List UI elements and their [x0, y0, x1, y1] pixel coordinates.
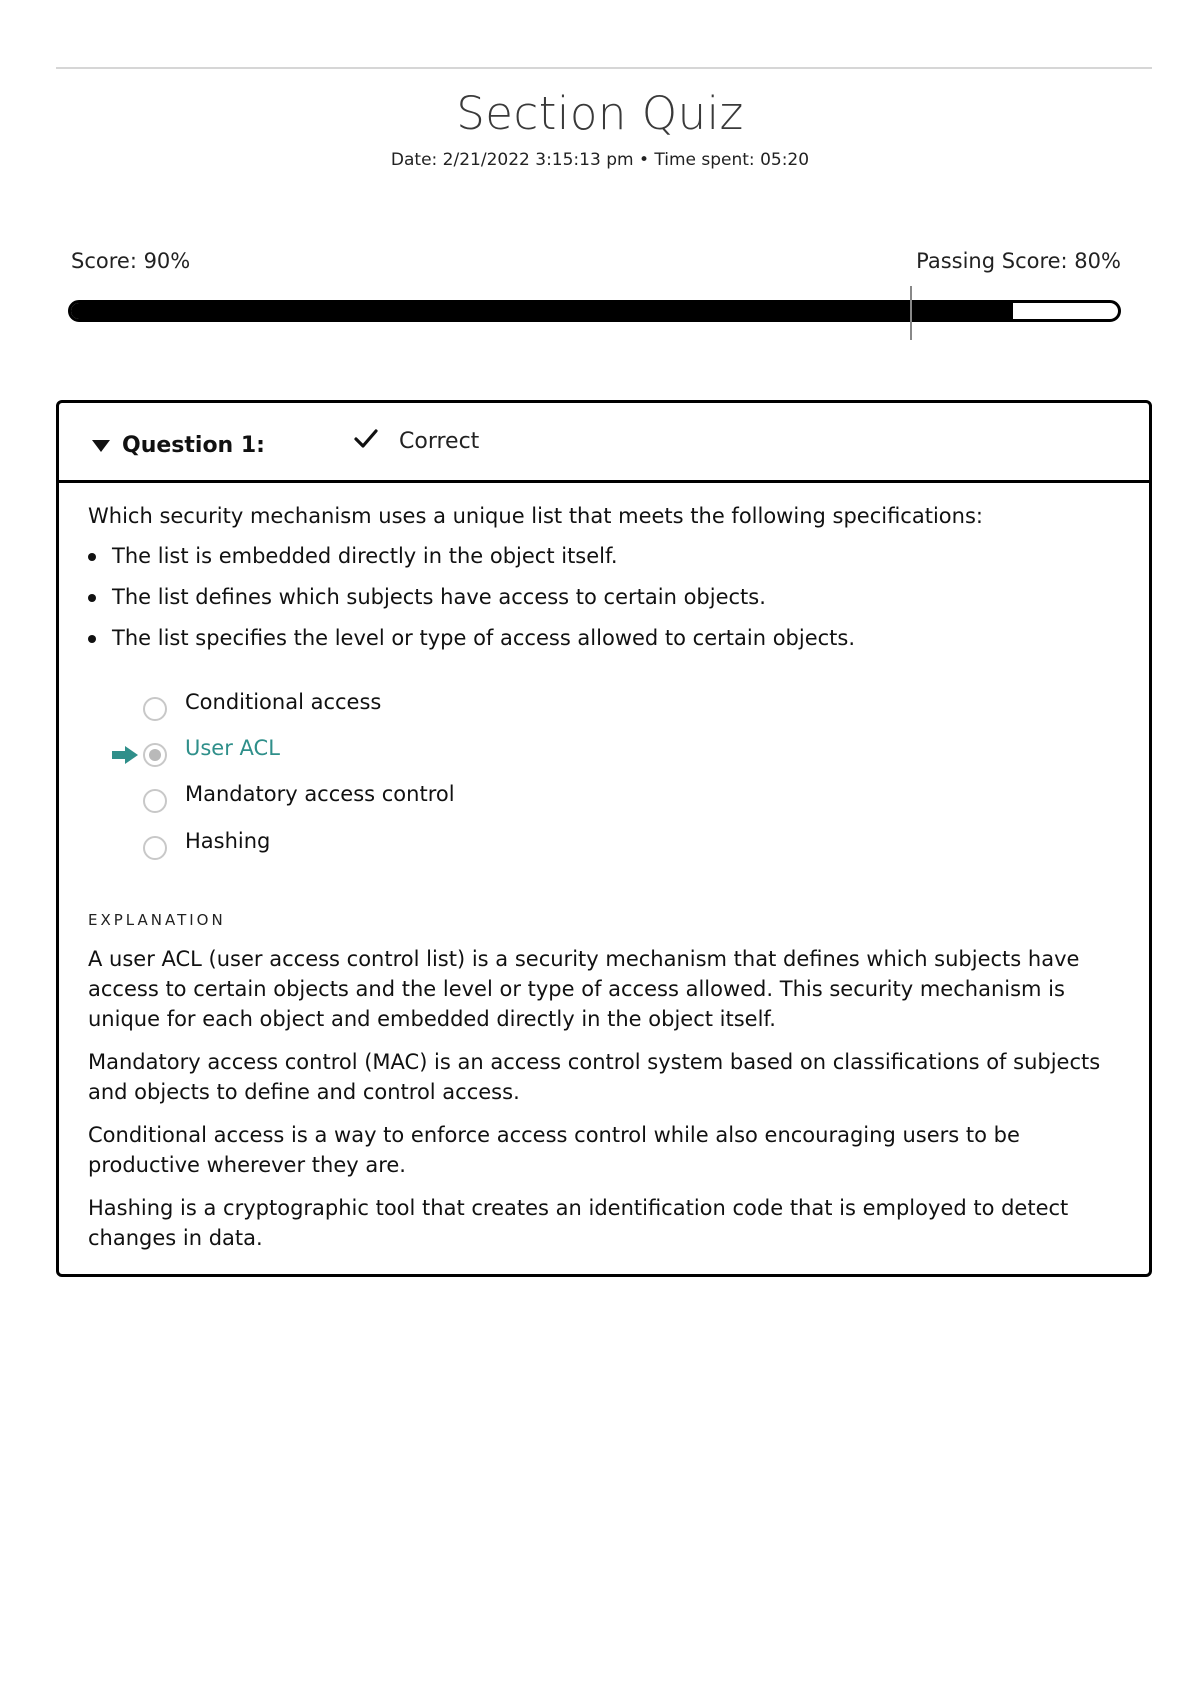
answer-option-conditional-access[interactable] — [88, 687, 788, 727]
spec-list — [88, 541, 1118, 653]
bullet-icon — [88, 553, 96, 561]
question-body — [88, 501, 1118, 1253]
spec-text: The list defines which subjects have access to certain objects. — [112, 585, 766, 609]
bullet-icon — [88, 635, 96, 643]
page-title: Section Quiz — [456, 87, 744, 140]
caret-down-icon[interactable] — [92, 440, 110, 452]
explanation-paragraph: Hashing is a cryptographic tool that creates an identification code that is employed to detect changes in data. — [88, 1196, 1069, 1250]
explanation-paragraph: Mandatory access control (MAC) is an access control system based on classifications of subjects and objects to define and control access. — [88, 1050, 1101, 1104]
answer-option-hashing[interactable] — [88, 826, 788, 866]
explanation-paragraph: A user ACL (user access control list) is a security mechanism that defines which subjects have access to certain objects and the level or type of access allowed. This security mechanism is unique for each object and embedded directly in the object itself. — [88, 947, 1080, 1031]
radio-button[interactable] — [143, 697, 167, 721]
question-number: Question 1: — [122, 433, 265, 458]
answer-option-user-acl[interactable] — [88, 733, 788, 773]
list-item — [88, 582, 1118, 612]
score-progress-bar — [68, 300, 1121, 322]
radio-button-selected[interactable] — [143, 743, 167, 767]
question-status: Correct — [399, 429, 480, 454]
answer-label: User ACL — [185, 736, 280, 760]
answer-options — [88, 683, 1118, 883]
list-item — [88, 623, 1118, 653]
answer-label: Mandatory access control — [185, 782, 455, 806]
list-item — [88, 541, 1118, 571]
bullet-icon — [88, 594, 96, 602]
radio-button[interactable] — [143, 789, 167, 813]
top-divider — [56, 67, 1152, 69]
answer-label: Conditional access — [185, 690, 382, 714]
answer-option-mandatory-access-control[interactable] — [88, 779, 788, 819]
explanation-heading: EXPLANATION — [88, 911, 226, 929]
explanation-paragraph: Conditional access is a way to enforce access control while also encouraging users to be productive wherever they are. — [88, 1123, 1020, 1177]
question-prompt: Which security mechanism uses a unique list that meets the following specifications: — [88, 504, 983, 528]
arrow-right-icon — [111, 745, 139, 765]
spec-text: The list specifies the level or type of access allowed to certain objects. — [112, 626, 856, 650]
question-card — [56, 400, 1152, 1277]
passing-score-marker — [910, 286, 912, 340]
quiz-meta: Date: 2/21/2022 3:15:13 pm • Time spent: 05:20 — [390, 150, 810, 170]
answer-label: Hashing — [185, 829, 271, 853]
question-header[interactable] — [59, 403, 1149, 483]
radio-button[interactable] — [143, 836, 167, 860]
score-progress-fill — [71, 303, 1013, 319]
checkmark-icon — [352, 425, 380, 453]
score-label: Score: 90% — [71, 249, 191, 273]
spec-text: The list is embedded directly in the object itself. — [112, 544, 618, 568]
passing-score-label: Passing Score: 80% — [916, 249, 1121, 273]
